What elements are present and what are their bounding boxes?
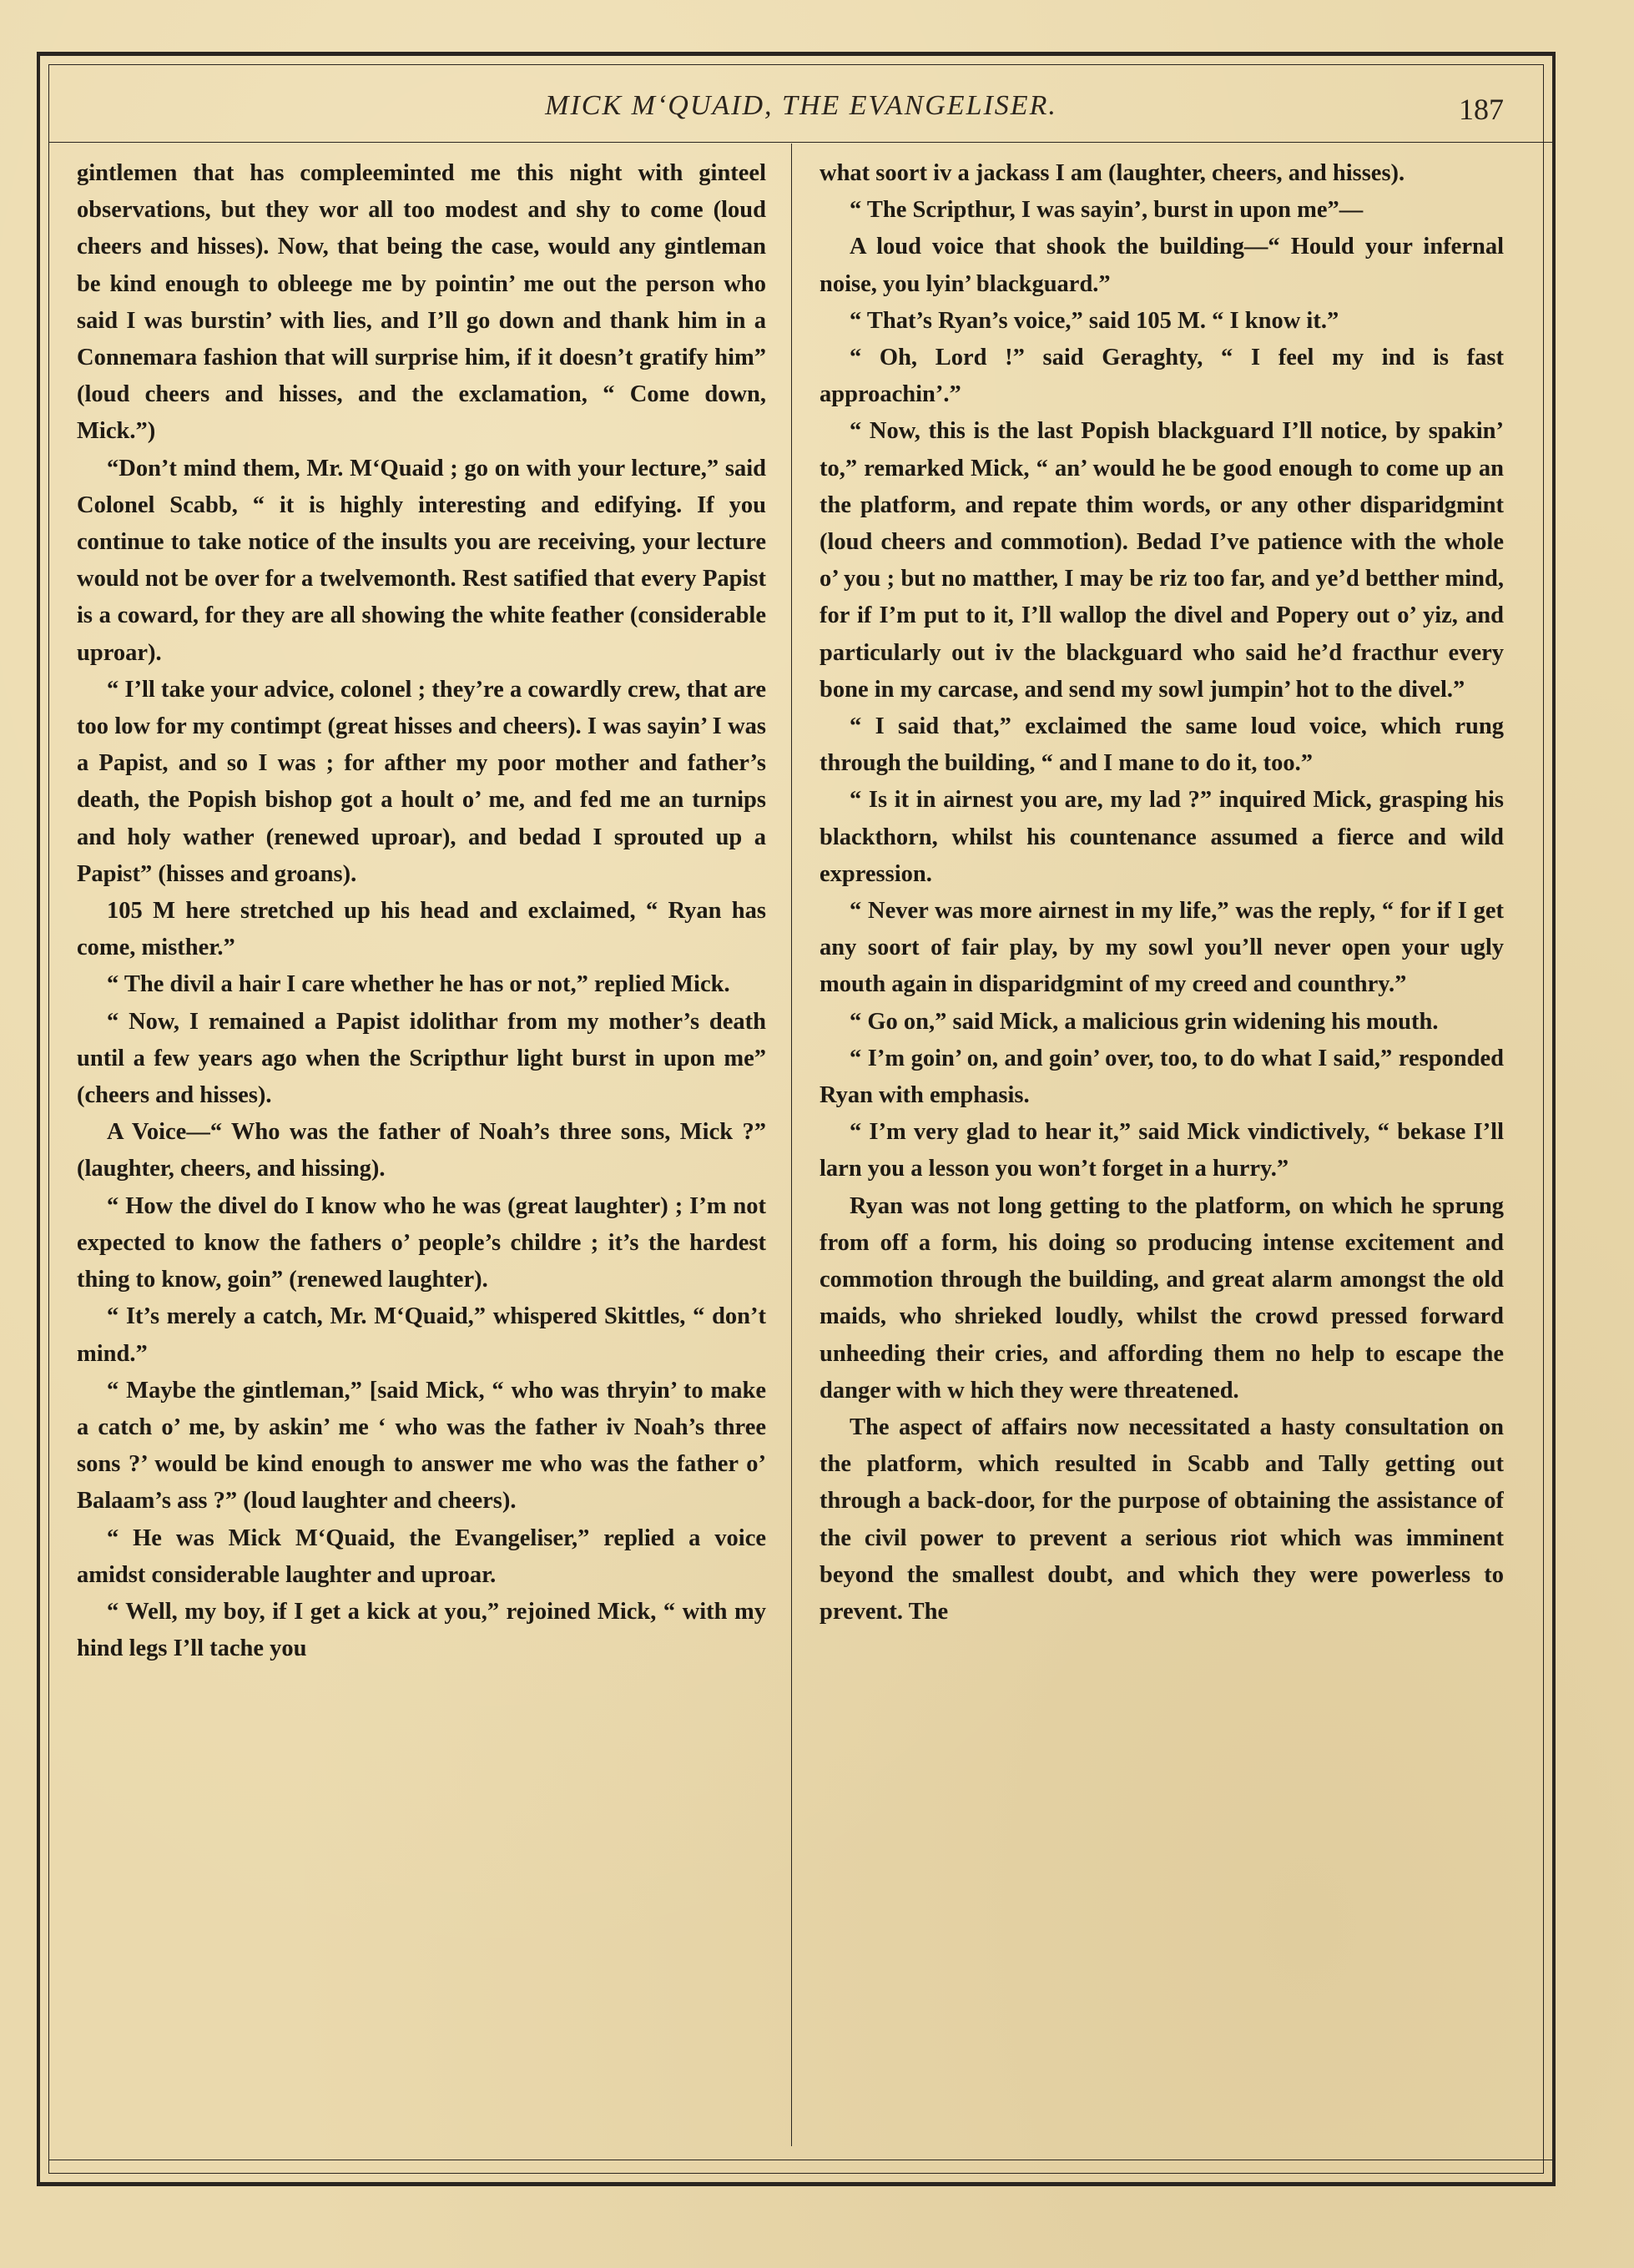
paragraph: “ Now, this is the last Popish blackguard I’ll notice, by spakin’ to,” remarked Mick, “ an’ would he be good enough to come up an the platform, and repate thim words, or any other disparidgmint (loud cheers and commotion). Bedad I’ve patience with the whole o’ you ; but no matther, I may be riz too far, and ye’d betther mind, for if I’m put to it, I’ll wallop the divel and Popery out o’ yiz, and particularly out iv the blackguard who said he’d fracthur every bone in my carcase, and send my sowl jumpin’ hot to the divel.” <box>820 418 1504 703</box>
page-number: 187 <box>1459 93 1504 126</box>
column-divider <box>791 144 792 2146</box>
paragraph: “ How the divel do I know who he was (great laughter) ; I’m not expected to know the fathers o’ people’s childre ; it’s the hardest thing to know, goin” (renewed laughter). <box>77 1192 766 1293</box>
paragraph: “ Now, I remained a Papist idolithar from my mother’s death until a few years ago when the Scripthur light burst in upon me” (cheers and hisses). <box>77 1008 766 1109</box>
running-title: MICK M‘QUAID, THE EVANGELISER. <box>545 90 1057 121</box>
paragraph: “ Well, my boy, if I get a kick at you,” rejoined Mick, “ with my hind legs I’ll tache you <box>77 1598 766 1662</box>
paragraph: “Don’t mind them, Mr. M‘Quaid ; go on with your lecture,” said Colonel Scabb, “ it is highly interesting and edifying. If you continue to take notice of the insults you are receiving, your lecture would not be over for a twelvemonth. Rest satified that every Papist is a coward, for they are all showing the white feather (considerable uproar). <box>77 455 766 666</box>
paragraph: “ Maybe the gintleman,” [said Mick, “ who was thryin’ to make a catch o’ me, by askin’ me ‘ who was the father iv Noah’s three sons ?’ would be kind enough to answer me who was the father o’ Balaam’s ass ?” (loud laughter and cheers). <box>77 1377 766 1515</box>
paragraph: Ryan was not long getting to the platform, on which he sprung from off a form, his doing so producing intense excitement and commotion through the building, and great alarm amongst the old maids, who shrieked loudly, whilst the crowd pressed forward unheeding their cries, and affording them no help to escape the danger with w hich they were threatened. <box>820 1192 1504 1404</box>
paragraph: what soort iv a jackass I am (laughter, cheers, and hisses). <box>820 160 1405 186</box>
paragraph: “ I’m very glad to hear it,” said Mick vindictively, “ bekase I’ll larn you a lesson you won’t forget in a hurry.” <box>820 1119 1504 1182</box>
paragraph: “ It’s merely a catch, Mr. M‘Quaid,” whispered Skittles, “ don’t mind.” <box>77 1303 766 1367</box>
left-column <box>77 155 766 2154</box>
paragraph: “ I’m goin’ on, and goin’ over, too, to do what I said,” responded Ryan with emphasis. <box>820 1045 1504 1109</box>
paragraph: “ Oh, Lord !” said Geraghty, “ I feel my ind is fast approachin’.” <box>820 345 1504 408</box>
paragraph: gintlemen that has compleeminted me this night with ginteel observations, but they wor all too modest and shy to come (loud cheers and hisses). Now, that being the case, would any gintleman be kind enough to obleege me by pointin’ me out the person who said I was burstin’ with lies, and I’ll go down and thank him in a Connemara fashion that will surprise him, if it doesn’t gratify him” (loud cheers and hisses, and the exclamation, “ Come down, Mick.”) <box>77 160 766 445</box>
right-column <box>820 155 1504 2154</box>
paragraph: A Voice—“ Who was the father of Noah’s three sons, Mick ?” (laughter, cheers, and hissing). <box>77 1119 766 1182</box>
paragraph: “ I’ll take your advice, colonel ; they’re a cowardly crew, that are too low for my contimpt (great hisses and cheers). I was sayin’ I was a Papist, and so I was ; for afther my poor mother and father’s death, the Popish bishop got a hoult o’ me, and fed me an turnips and holy wather (renewed uproar), and bedad I sprouted up a Papist” (hisses and groans). <box>77 676 766 887</box>
paragraph: “ He was Mick M‘Quaid, the Evangeliser,” replied a voice amidst considerable laughter and uproar. <box>77 1525 766 1588</box>
paragraph: “ I said that,” exclaimed the same loud voice, which rung through the building, “ and I mane to do it, too.” <box>820 713 1504 777</box>
paragraph: “ Go on,” said Mick, a malicious grin widening his mouth. <box>850 1008 1439 1035</box>
paragraph: 105 M here stretched up his head and exclaimed, “ Ryan has come, misther.” <box>77 898 766 961</box>
paragraph: “ Never was more airnest in my life,” was the reply, “ for if I get any soort of fair play, by my sowl you’ll never open your ugly mouth again in disparidgmint of my creed and counthry.” <box>820 898 1504 998</box>
paragraph: A loud voice that shook the building—“ Hould your infernal noise, you lyin’ blackguard.” <box>820 234 1504 297</box>
paragraph: “ The divil a hair I care whether he has or not,” replied Mick. <box>107 971 730 998</box>
paragraph: “ The Scripthur, I was sayin’, burst in upon me”— <box>850 197 1364 224</box>
paragraph: The aspect of affairs now necessitated a hasty consultation on the platform, which resulted in Scabb and Tally getting out through a back-door, for the purpose of obtaining the assistance of the civil power to prevent a serious riot which was imminent beyond the smallest doubt, and which they were powerless to prevent. The <box>820 1414 1504 1625</box>
paragraph: “ That’s Ryan’s voice,” said 105 M. “ I know it.” <box>850 307 1339 334</box>
header-rule <box>48 142 1552 143</box>
paragraph: “ Is it in airnest you are, my lad ?” inquired Mick, grasping his blackthorn, whilst his countenance assumed a fierce and wild expression. <box>820 787 1504 887</box>
running-head <box>83 90 1519 132</box>
